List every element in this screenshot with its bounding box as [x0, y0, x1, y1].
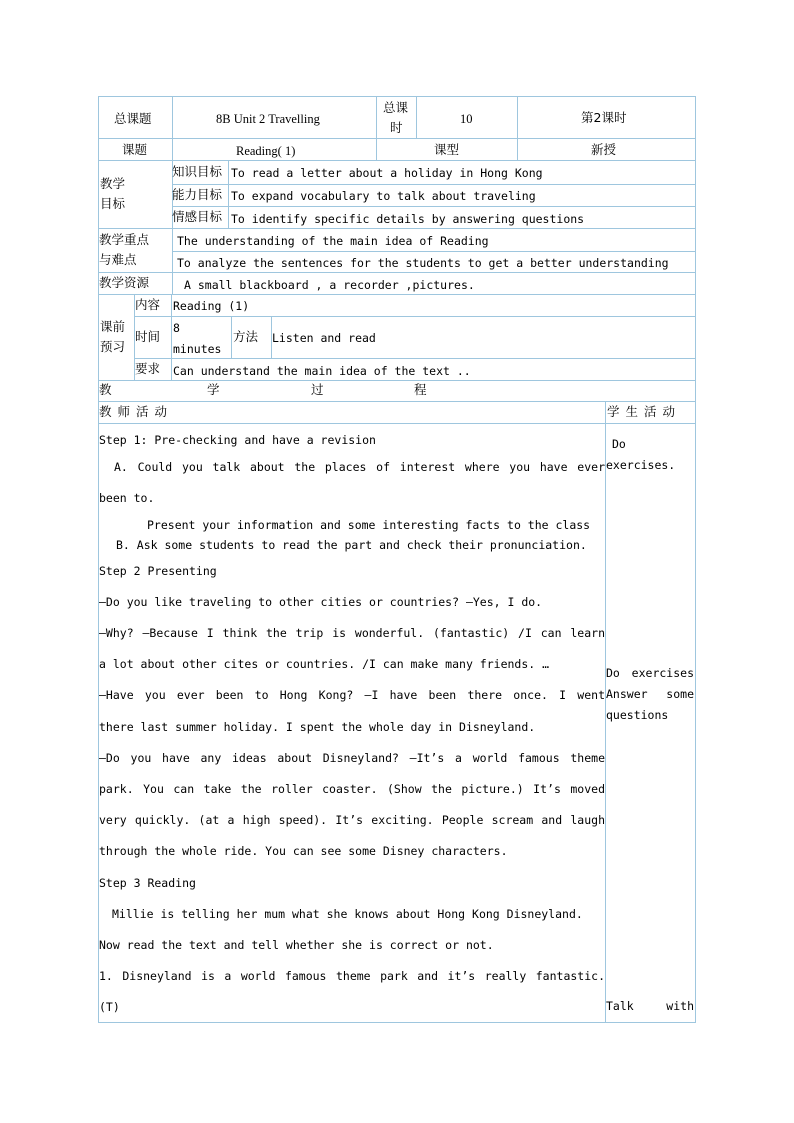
student-line: Do exercises [606, 666, 694, 680]
teacher-line: —Do you like traveling to other cities or countries? —Yes, I do. [99, 595, 543, 609]
teacher-line: Step 3 Reading [99, 876, 196, 890]
key-point-line: The understanding of the main idea of Reading [177, 234, 489, 248]
total-periods-value: 10 [460, 112, 473, 126]
preview-content-value: Reading (1) [173, 299, 250, 313]
preview-time-label: 时间 [135, 329, 161, 344]
preview-req-label: 要求 [135, 361, 161, 376]
teacher-line: 1. Disneyland is a world famous theme park and it’s really fantastic. [99, 969, 605, 983]
preview-method-value: Listen and read [272, 331, 376, 345]
objective-label: 能力目标 [172, 187, 223, 202]
teacher-line: very quickly. (at a high speed). It’s exciting. People scream and laugh [99, 813, 605, 827]
student-line: Answer some [606, 687, 694, 701]
topic-label: 课题 [122, 142, 148, 157]
resources-value: A small blackboard , a recorder ,pictures. [184, 278, 475, 292]
student-line: Talk with [606, 999, 694, 1013]
total-topic-label: 总课题 [114, 111, 152, 126]
resources-label: 教学资源 [99, 275, 150, 290]
student-line: exercises. [606, 458, 676, 472]
teacher-line: through the whole ride. You can see some Disney characters. [99, 844, 508, 858]
teacher-line: park. You can take the roller coaster. (Show the picture.) It’s moved [99, 782, 605, 796]
objective-text: To read a letter about a holiday in Hong Kong [231, 166, 543, 180]
teacher-line: Millie is telling her mum what she knows about Hong Kong Disneyland. [112, 907, 583, 921]
preview-label-2: 预习 [100, 339, 126, 354]
process-char: 教 [99, 382, 112, 397]
teacher-line: B. Ask some students to read the part and check their pronunciation. [116, 538, 587, 552]
objective-label: 情感目标 [172, 209, 223, 224]
teacher-line: Now read the text and tell whether she is correct or not. [99, 938, 494, 952]
process-char: 学 [207, 382, 220, 397]
objectives-label-1: 教学 [100, 176, 126, 191]
teacher-line: —Why? —Because I think the trip is wonderful. (fantastic) /I can learn [99, 626, 605, 640]
preview-label-1: 课前 [100, 319, 126, 334]
teacher-line: Step 2 Presenting [99, 564, 217, 578]
type-label: 课型 [434, 142, 460, 157]
total-periods-label-1: 总课 [383, 100, 409, 115]
teacher-line: been to. [99, 491, 155, 505]
objectives-label-2: 目标 [100, 196, 126, 211]
teacher-activities-header: 教师活动 [99, 404, 174, 419]
period-label: 第2课时 [581, 110, 627, 125]
total-topic-value: 8B Unit 2 Travelling [216, 112, 320, 126]
preview-time-value: 8 [173, 321, 180, 335]
process-char: 过 [311, 382, 324, 397]
objective-text: To expand vocabulary to talk about traveling [231, 189, 536, 203]
type-value: 新授 [591, 142, 617, 157]
preview-time-unit: minutes [173, 342, 222, 356]
teacher-line: Present your information and some interesting facts to the class [147, 518, 591, 532]
objective-label: 知识目标 [172, 164, 223, 179]
topic-value: Reading( 1) [236, 144, 296, 158]
preview-content-label: 内容 [135, 297, 161, 312]
teacher-line: —Do you have any ideas about Disneyland? —It’s a world famous theme [99, 751, 605, 765]
key-points-label-2: 与难点 [99, 252, 137, 267]
process-char: 程 [414, 382, 427, 397]
key-points-label-1: 教学重点 [99, 232, 150, 247]
key-point-line: To analyze the sentences for the students to get a better understanding [177, 256, 669, 270]
teacher-line: there last summer holiday. I spent the whole day in Disneyland. [99, 720, 536, 734]
preview-req-value: Can understand the main idea of the text .. [173, 364, 471, 378]
student-line: questions [606, 708, 669, 722]
objective-text: To identify specific details by answering questions [231, 212, 585, 226]
student-line: Do [612, 437, 626, 451]
preview-method-label: 方法 [233, 329, 259, 344]
teacher-line: A. Could you talk about the places of interest where you have ever [114, 460, 605, 474]
teacher-line: Step 1: Pre-checking and have a revision [99, 433, 376, 447]
teacher-line: —Have you ever been to Hong Kong? —I have been there once. I went [99, 688, 605, 702]
student-activities-header: 学生活动 [607, 404, 682, 419]
teacher-line: (T) [99, 1000, 120, 1014]
total-periods-label-2: 时 [390, 120, 403, 135]
teacher-line: a lot about other cites or countries. /I can make many friends. … [99, 657, 550, 671]
